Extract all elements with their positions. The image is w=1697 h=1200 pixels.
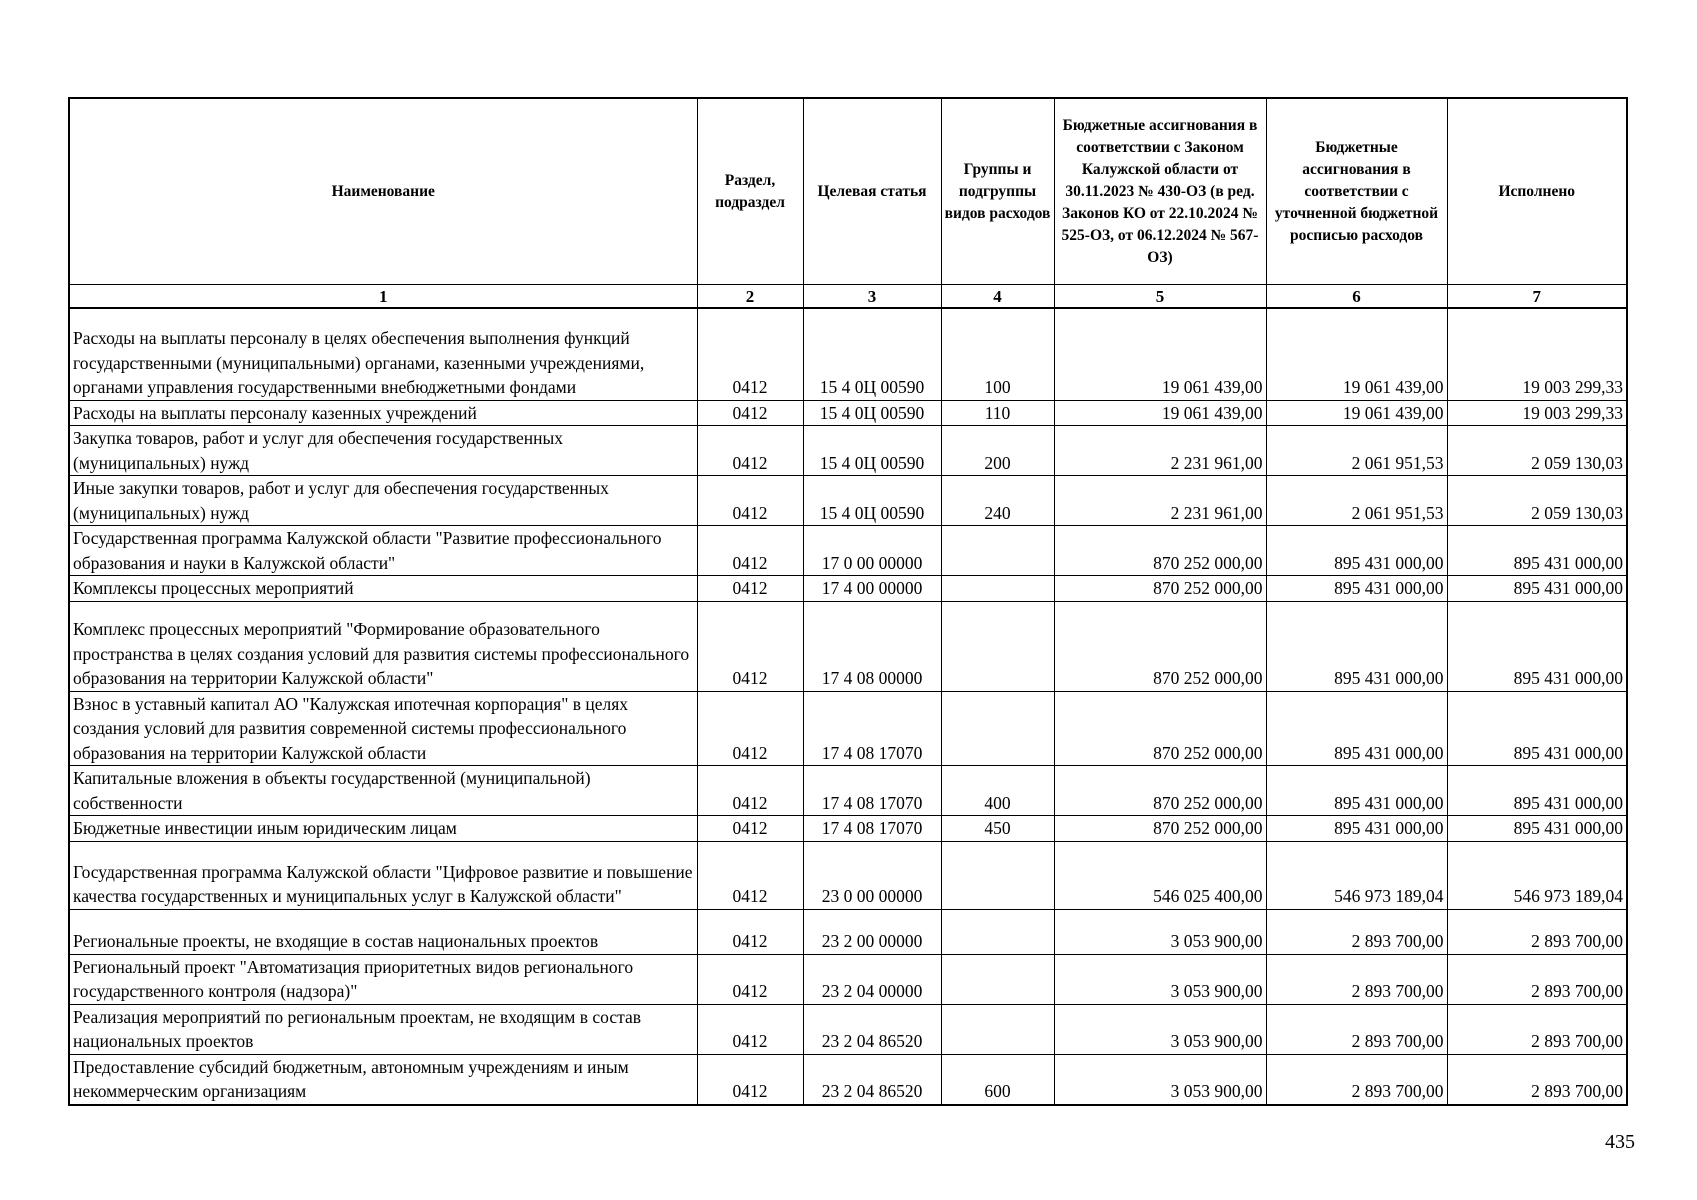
row-section-code: 0412 <box>697 909 803 954</box>
row-target-article: 17 4 08 17070 <box>803 691 941 766</box>
row-expense-group <box>941 954 1054 1004</box>
row-section-code: 0412 <box>697 841 803 909</box>
row-plan-allocation: 895 431 000,00 <box>1266 816 1447 842</box>
table-row <box>69 816 1627 842</box>
table-row <box>69 954 1627 1004</box>
row-expense-group: 450 <box>941 816 1054 842</box>
table-row <box>69 691 1627 766</box>
row-executed-amount: 895 431 000,00 <box>1447 601 1627 691</box>
row-section-code: 0412 <box>697 576 803 602</box>
row-target-article: 17 0 00 00000 <box>803 526 941 576</box>
row-plan-allocation: 895 431 000,00 <box>1266 766 1447 816</box>
row-name: Реализация мероприятий по региональным проектам, не входящим в состав национальных проектов <box>69 1004 697 1054</box>
row-section-code: 0412 <box>697 601 803 691</box>
row-section-code: 0412 <box>697 308 803 400</box>
column-number: 3 <box>803 285 941 309</box>
row-law-allocation: 546 025 400,00 <box>1054 841 1266 909</box>
row-executed-amount: 2 893 700,00 <box>1447 954 1627 1004</box>
row-target-article: 17 4 00 00000 <box>803 576 941 602</box>
row-section-code: 0412 <box>697 691 803 766</box>
column-number-row <box>69 285 1627 309</box>
row-target-article: 23 2 04 86520 <box>803 1054 941 1105</box>
row-expense-group: 100 <box>941 308 1054 400</box>
row-law-allocation: 870 252 000,00 <box>1054 816 1266 842</box>
row-expense-group: 200 <box>941 426 1054 476</box>
row-name: Комплексы процессных мероприятий <box>69 576 697 602</box>
table-row <box>69 576 1627 602</box>
row-executed-amount: 895 431 000,00 <box>1447 766 1627 816</box>
row-law-allocation: 3 053 900,00 <box>1054 909 1266 954</box>
column-header-law-allocations: Бюджетные ассигнования в соответствии с Законом Калужской области от 30.11.2023 № 430-ОЗ (в ред. Законов КО от 22.10.2024 № 525-ОЗ, от 06.12.2024 № 567-ОЗ) <box>1054 98 1266 285</box>
table-row <box>69 526 1627 576</box>
row-section-code: 0412 <box>697 526 803 576</box>
row-law-allocation: 2 231 961,00 <box>1054 476 1266 526</box>
row-target-article: 15 4 0Ц 00590 <box>803 476 941 526</box>
row-target-article: 23 0 00 00000 <box>803 841 941 909</box>
table-row <box>69 400 1627 426</box>
row-law-allocation: 870 252 000,00 <box>1054 766 1266 816</box>
table-row <box>69 1054 1627 1105</box>
row-name: Государственная программа Калужской области "Цифровое развитие и повышение качества государственных и муниципальных услуг в Калужской области" <box>69 841 697 909</box>
row-law-allocation: 3 053 900,00 <box>1054 1054 1266 1105</box>
row-expense-group: 400 <box>941 766 1054 816</box>
row-target-article: 23 2 04 00000 <box>803 954 941 1004</box>
row-plan-allocation: 895 431 000,00 <box>1266 526 1447 576</box>
row-executed-amount: 895 431 000,00 <box>1447 691 1627 766</box>
row-name: Региональные проекты, не входящие в состав национальных проектов <box>69 909 697 954</box>
row-plan-allocation: 2 893 700,00 <box>1266 1004 1447 1054</box>
row-section-code: 0412 <box>697 766 803 816</box>
column-number: 5 <box>1054 285 1266 309</box>
table-row <box>69 841 1627 909</box>
row-name: Комплекс процессных мероприятий "Формирование образовательного пространства в целях создания условий для развития системы профессионального образования на территории Калужской области" <box>69 601 697 691</box>
column-header-name: Наименование <box>69 98 697 285</box>
row-expense-group <box>941 841 1054 909</box>
row-executed-amount: 2 893 700,00 <box>1447 1004 1627 1054</box>
row-expense-group: 600 <box>941 1054 1054 1105</box>
row-expense-group <box>941 909 1054 954</box>
row-plan-allocation: 895 431 000,00 <box>1266 691 1447 766</box>
column-header-executed: Исполнено <box>1447 98 1627 285</box>
table-row <box>69 1004 1627 1054</box>
row-name: Капитальные вложения в объекты государственной (муниципальной) собственности <box>69 766 697 816</box>
row-target-article: 23 2 00 00000 <box>803 909 941 954</box>
table-row <box>69 476 1627 526</box>
row-section-code: 0412 <box>697 476 803 526</box>
row-plan-allocation: 2 061 951,53 <box>1266 476 1447 526</box>
table-row <box>69 601 1627 691</box>
row-executed-amount: 19 003 299,33 <box>1447 308 1627 400</box>
row-law-allocation: 19 061 439,00 <box>1054 400 1266 426</box>
row-law-allocation: 2 231 961,00 <box>1054 426 1266 476</box>
row-target-article: 17 4 08 00000 <box>803 601 941 691</box>
row-name: Бюджетные инвестиции иным юридическим лицам <box>69 816 697 842</box>
row-expense-group <box>941 526 1054 576</box>
row-law-allocation: 870 252 000,00 <box>1054 576 1266 602</box>
row-section-code: 0412 <box>697 426 803 476</box>
row-executed-amount: 2 059 130,03 <box>1447 476 1627 526</box>
row-executed-amount: 895 431 000,00 <box>1447 526 1627 576</box>
row-executed-amount: 19 003 299,33 <box>1447 400 1627 426</box>
row-expense-group: 240 <box>941 476 1054 526</box>
table-row <box>69 308 1627 400</box>
row-expense-group <box>941 691 1054 766</box>
row-expense-group <box>941 576 1054 602</box>
row-executed-amount: 546 973 189,04 <box>1447 841 1627 909</box>
row-expense-group: 110 <box>941 400 1054 426</box>
row-target-article: 15 4 0Ц 00590 <box>803 308 941 400</box>
column-header-section: Раздел, подраздел <box>697 98 803 285</box>
row-name: Государственная программа Калужской области "Развитие профессионального образования и науки в Калужской области" <box>69 526 697 576</box>
row-plan-allocation: 2 893 700,00 <box>1266 1054 1447 1105</box>
row-plan-allocation: 895 431 000,00 <box>1266 576 1447 602</box>
row-section-code: 0412 <box>697 954 803 1004</box>
column-number: 4 <box>941 285 1054 309</box>
row-plan-allocation: 19 061 439,00 <box>1266 308 1447 400</box>
page-number: 435 <box>1605 1131 1635 1153</box>
row-plan-allocation: 2 893 700,00 <box>1266 909 1447 954</box>
row-target-article: 17 4 08 17070 <box>803 766 941 816</box>
column-header-plan-allocations: Бюджетные ассигнования в соответствии с уточненной бюджетной росписью расходов <box>1266 98 1447 285</box>
row-name: Взнос в уставный капитал АО "Калужская ипотечная корпорация" в целях создания условий для развития современной системы профессионального образования на территории Калужской области <box>69 691 697 766</box>
row-executed-amount: 2 893 700,00 <box>1447 1054 1627 1105</box>
row-name: Расходы на выплаты персоналу в целях обеспечения выполнения функций государственными (муниципальными) органами, казенными учреждениями, органами управления государственными внебюджетными фондами <box>69 308 697 400</box>
table-row <box>69 766 1627 816</box>
row-expense-group <box>941 601 1054 691</box>
table-row <box>69 426 1627 476</box>
column-header-target: Целевая статья <box>803 98 941 285</box>
column-header-group: Группы и подгруппы видов расходов <box>941 98 1054 285</box>
table-body <box>69 308 1627 1105</box>
row-plan-allocation: 546 973 189,04 <box>1266 841 1447 909</box>
row-target-article: 15 4 0Ц 00590 <box>803 426 941 476</box>
row-plan-allocation: 2 061 951,53 <box>1266 426 1447 476</box>
row-target-article: 15 4 0Ц 00590 <box>803 400 941 426</box>
row-law-allocation: 19 061 439,00 <box>1054 308 1266 400</box>
header-row <box>69 98 1627 285</box>
row-executed-amount: 895 431 000,00 <box>1447 816 1627 842</box>
budget-table <box>68 97 1628 1106</box>
row-law-allocation: 3 053 900,00 <box>1054 954 1266 1004</box>
row-name: Предоставление субсидий бюджетным, автономным учреждениям и иным некоммерческим организациям <box>69 1054 697 1105</box>
document-page <box>68 97 1626 1106</box>
row-target-article: 17 4 08 17070 <box>803 816 941 842</box>
row-expense-group <box>941 1004 1054 1054</box>
row-name: Иные закупки товаров, работ и услуг для обеспечения государственных (муниципальных) нужд <box>69 476 697 526</box>
row-name: Закупка товаров, работ и услуг для обеспечения государственных (муниципальных) нужд <box>69 426 697 476</box>
column-number: 2 <box>697 285 803 309</box>
row-name: Региональный проект "Автоматизация приоритетных видов регионального государственного контроля (надзора)" <box>69 954 697 1004</box>
row-executed-amount: 2 059 130,03 <box>1447 426 1627 476</box>
row-section-code: 0412 <box>697 400 803 426</box>
row-target-article: 23 2 04 86520 <box>803 1004 941 1054</box>
row-section-code: 0412 <box>697 1054 803 1105</box>
row-executed-amount: 2 893 700,00 <box>1447 909 1627 954</box>
column-number: 1 <box>69 285 697 309</box>
row-plan-allocation: 2 893 700,00 <box>1266 954 1447 1004</box>
column-number: 6 <box>1266 285 1447 309</box>
row-executed-amount: 895 431 000,00 <box>1447 576 1627 602</box>
row-name: Расходы на выплаты персоналу казенных учреждений <box>69 400 697 426</box>
row-plan-allocation: 19 061 439,00 <box>1266 400 1447 426</box>
row-law-allocation: 870 252 000,00 <box>1054 601 1266 691</box>
row-law-allocation: 3 053 900,00 <box>1054 1004 1266 1054</box>
table-row <box>69 909 1627 954</box>
column-number: 7 <box>1447 285 1627 309</box>
row-law-allocation: 870 252 000,00 <box>1054 691 1266 766</box>
row-plan-allocation: 895 431 000,00 <box>1266 601 1447 691</box>
row-law-allocation: 870 252 000,00 <box>1054 526 1266 576</box>
row-section-code: 0412 <box>697 816 803 842</box>
row-section-code: 0412 <box>697 1004 803 1054</box>
